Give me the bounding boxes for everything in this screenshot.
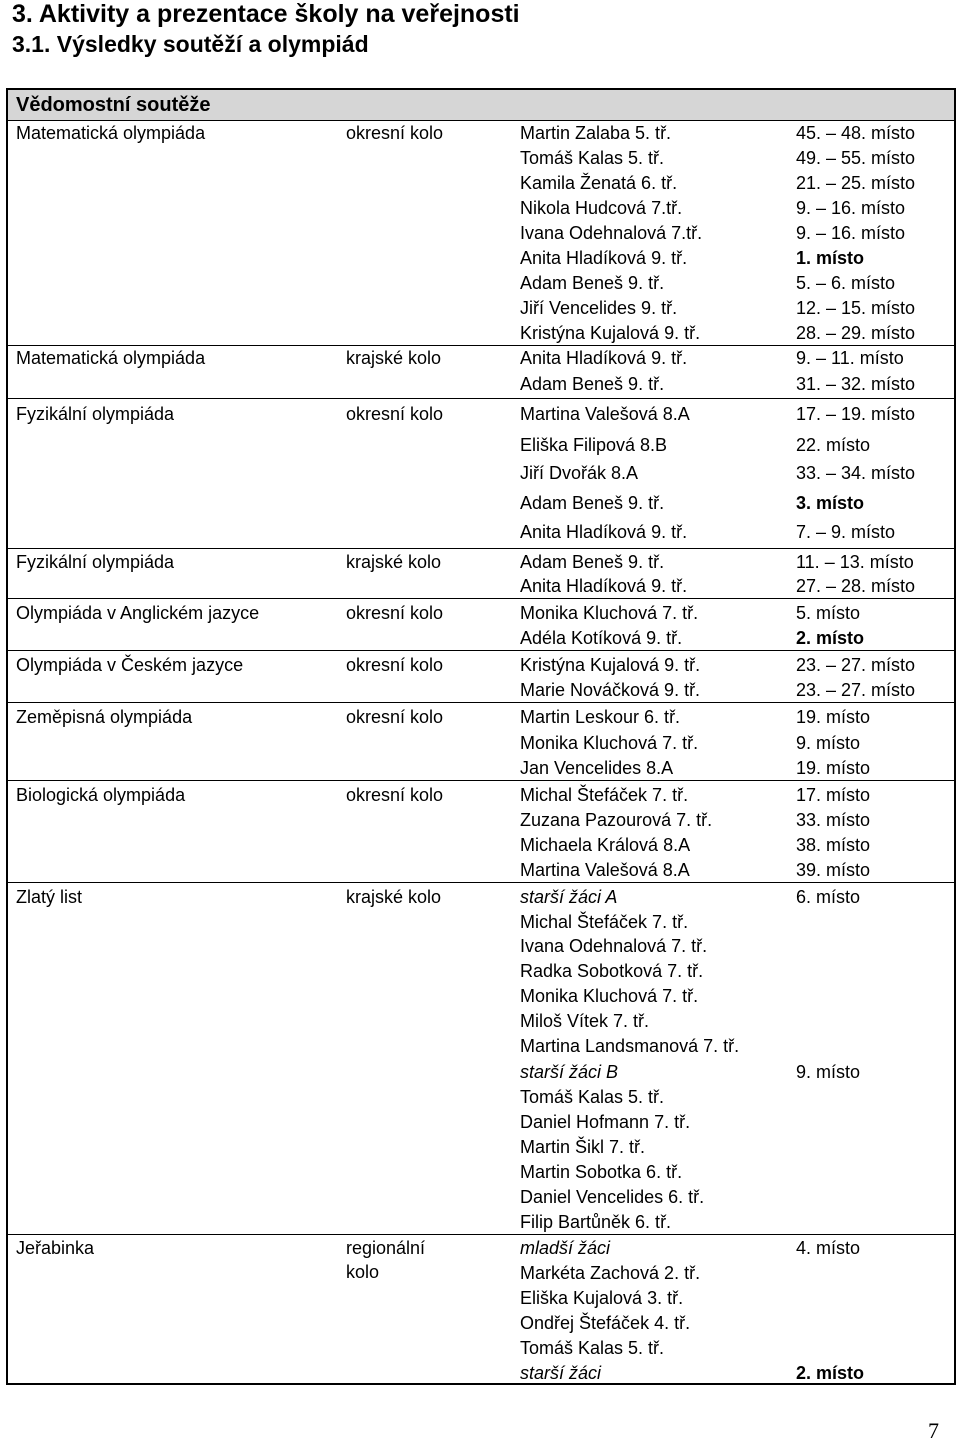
participant-name: Martin Leskour 6. tř. <box>520 707 681 727</box>
placement: 17. – 19. místo <box>796 404 916 424</box>
participant-name: Kamila Ženatá 6. tř. <box>520 173 678 193</box>
participant-name: Eliška Kujalová 3. tř. <box>520 1288 684 1308</box>
placement: 33. – 34. místo <box>796 463 916 483</box>
placement: 33. místo <box>796 810 871 830</box>
competition-level: okresní kolo <box>346 404 444 424</box>
row-separator <box>8 345 954 346</box>
placement: 4. místo <box>796 1238 861 1258</box>
participant-name: Daniel Hofmann 7. tř. <box>520 1112 691 1132</box>
competition-level: okresní kolo <box>346 603 444 623</box>
page-heading: 3. Aktivity a prezentace školy na veřejnosti <box>12 0 520 28</box>
placement: 31. – 32. místo <box>796 374 916 394</box>
placement: 3. místo <box>796 493 865 513</box>
placement: 9. místo <box>796 1062 861 1082</box>
participant-name: Anita Hladíková 9. tř. <box>520 576 688 596</box>
participant-name: Zuzana Pazourová 7. tř. <box>520 810 713 830</box>
team-category-label: mladší žáci <box>520 1238 611 1258</box>
competition-name: Zlatý list <box>16 887 83 907</box>
row-separator <box>8 598 954 599</box>
competition-name: Olympiáda v Anglickém jazyce <box>16 603 260 623</box>
placement: 38. místo <box>796 835 871 855</box>
competition-level: okresní kolo <box>346 123 444 143</box>
participant-name: Kristýna Kujalová 9. tř. <box>520 323 701 343</box>
placement: 17. místo <box>796 785 871 805</box>
participant-name: Radka Sobotková 7. tř. <box>520 961 704 981</box>
competition-level: regionální <box>346 1238 426 1258</box>
participant-name: Jiří Dvořák 8.A <box>520 463 639 483</box>
row-separator <box>8 650 954 651</box>
placement: 5. – 6. místo <box>796 273 896 293</box>
participant-name: Adam Beneš 9. tř. <box>520 374 665 394</box>
participant-name: Ivana Odehnalová 7.tř. <box>520 223 703 243</box>
participant-name: Martina Valešová 8.A <box>520 860 690 880</box>
row-separator <box>8 702 954 703</box>
team-category-label: starší žáci <box>520 1363 602 1383</box>
participant-name: Tomáš Kalas 5. tř. <box>520 148 665 168</box>
placement: 21. – 25. místo <box>796 173 916 193</box>
placement: 11. – 13. místo <box>796 552 914 572</box>
placement: 1. místo <box>796 248 865 268</box>
competition-name: Matematická olympiáda <box>16 348 206 368</box>
placement: 12. – 15. místo <box>796 298 916 318</box>
participant-name: Daniel Vencelides 6. tř. <box>520 1187 705 1207</box>
participant-name: Filip Bartůněk 6. tř. <box>520 1212 672 1232</box>
participant-name: Monika Kluchová 7. tř. <box>520 603 699 623</box>
placement: 23. – 27. místo <box>796 655 916 675</box>
section-subheading: 3.1. Výsledky soutěží a olympiád <box>12 31 369 57</box>
participant-name: Martin Sobotka 6. tř. <box>520 1162 683 1182</box>
participant-name: Nikola Hudcová 7.tř. <box>520 198 683 218</box>
participant-name: Anita Hladíková 9. tř. <box>520 348 688 368</box>
competition-name: Jeřabinka <box>16 1238 95 1258</box>
team-category-label: starší žáci B <box>520 1062 619 1082</box>
table-section-title: Vědomostní soutěže <box>16 94 211 116</box>
placement: 7. – 9. místo <box>796 522 896 542</box>
competition-name: Fyzikální olympiáda <box>16 552 175 572</box>
participant-name: Marie Nováčková 9. tř. <box>520 680 701 700</box>
participant-name: Eliška Filipová 8.B <box>520 435 668 455</box>
competition-level: okresní kolo <box>346 707 444 727</box>
placement: 28. – 29. místo <box>796 323 916 343</box>
placement: 39. místo <box>796 860 871 880</box>
participant-name: Monika Kluchová 7. tř. <box>520 733 699 753</box>
participant-name: Anita Hladíková 9. tř. <box>520 522 688 542</box>
team-category-label: starší žáci A <box>520 887 618 907</box>
placement: 19. místo <box>796 758 871 778</box>
placement: 9. – 16. místo <box>796 198 906 218</box>
participant-name: Kristýna Kujalová 9. tř. <box>520 655 701 675</box>
row-separator <box>8 780 954 781</box>
competition-level: kolo <box>346 1262 380 1282</box>
placement: 27. – 28. místo <box>796 576 916 596</box>
competition-level: krajské kolo <box>346 552 442 572</box>
placement: 9. – 11. místo <box>796 348 904 368</box>
placement: 5. místo <box>796 603 861 623</box>
participant-name: Adam Beneš 9. tř. <box>520 552 665 572</box>
participant-name: Ondřej Štefáček 4. tř. <box>520 1313 691 1333</box>
participant-name: Tomáš Kalas 5. tř. <box>520 1087 665 1107</box>
placement: 9. – 16. místo <box>796 223 906 243</box>
placement: 2. místo <box>796 1363 865 1383</box>
participant-name: Martin Šikl 7. tř. <box>520 1137 646 1157</box>
placement: 2. místo <box>796 628 865 648</box>
participant-name: Michal Štefáček 7. tř. <box>520 785 689 805</box>
row-separator <box>8 1234 954 1235</box>
participant-name: Tomáš Kalas 5. tř. <box>520 1338 665 1358</box>
participant-name: Monika Kluchová 7. tř. <box>520 986 699 1006</box>
participant-name: Jiří Vencelides 9. tř. <box>520 298 678 318</box>
row-separator <box>8 548 954 549</box>
participant-name: Michal Štefáček 7. tř. <box>520 912 689 932</box>
participant-name: Martina Landsmanová 7. tř. <box>520 1036 740 1056</box>
placement: 45. – 48. místo <box>796 123 916 143</box>
participant-name: Miloš Vítek 7. tř. <box>520 1011 650 1031</box>
row-separator <box>8 882 954 883</box>
participant-name: Anita Hladíková 9. tř. <box>520 248 688 268</box>
competition-name: Fyzikální olympiáda <box>16 404 175 424</box>
page-number: 7 <box>928 1418 939 1443</box>
participant-name: Markéta Zachová 2. tř. <box>520 1263 701 1283</box>
competition-level: okresní kolo <box>346 655 444 675</box>
competition-name: Zeměpisná olympiáda <box>16 707 193 727</box>
placement: 49. – 55. místo <box>796 148 916 168</box>
participant-name: Adam Beneš 9. tř. <box>520 493 665 513</box>
competition-name: Biologická olympiáda <box>16 785 186 805</box>
participant-name: Martina Valešová 8.A <box>520 404 690 424</box>
participant-name: Jan Vencelides 8.A <box>520 758 674 778</box>
participant-name: Ivana Odehnalová 7. tř. <box>520 936 708 956</box>
placement: 22. místo <box>796 435 871 455</box>
placement: 9. místo <box>796 733 861 753</box>
participant-name: Michaela Králová 8.A <box>520 835 691 855</box>
placement: 19. místo <box>796 707 871 727</box>
placement: 6. místo <box>796 887 861 907</box>
competition-name: Olympiáda v Českém jazyce <box>16 655 244 675</box>
row-separator <box>8 398 954 399</box>
competition-level: krajské kolo <box>346 348 442 368</box>
participant-name: Martin Zalaba 5. tř. <box>520 123 672 143</box>
competition-level: krajské kolo <box>346 887 442 907</box>
participant-name: Adéla Kotíková 9. tř. <box>520 628 683 648</box>
competition-name: Matematická olympiáda <box>16 123 206 143</box>
competition-level: okresní kolo <box>346 785 444 805</box>
participant-name: Adam Beneš 9. tř. <box>520 273 665 293</box>
placement: 23. – 27. místo <box>796 680 916 700</box>
results-table <box>6 88 956 1385</box>
